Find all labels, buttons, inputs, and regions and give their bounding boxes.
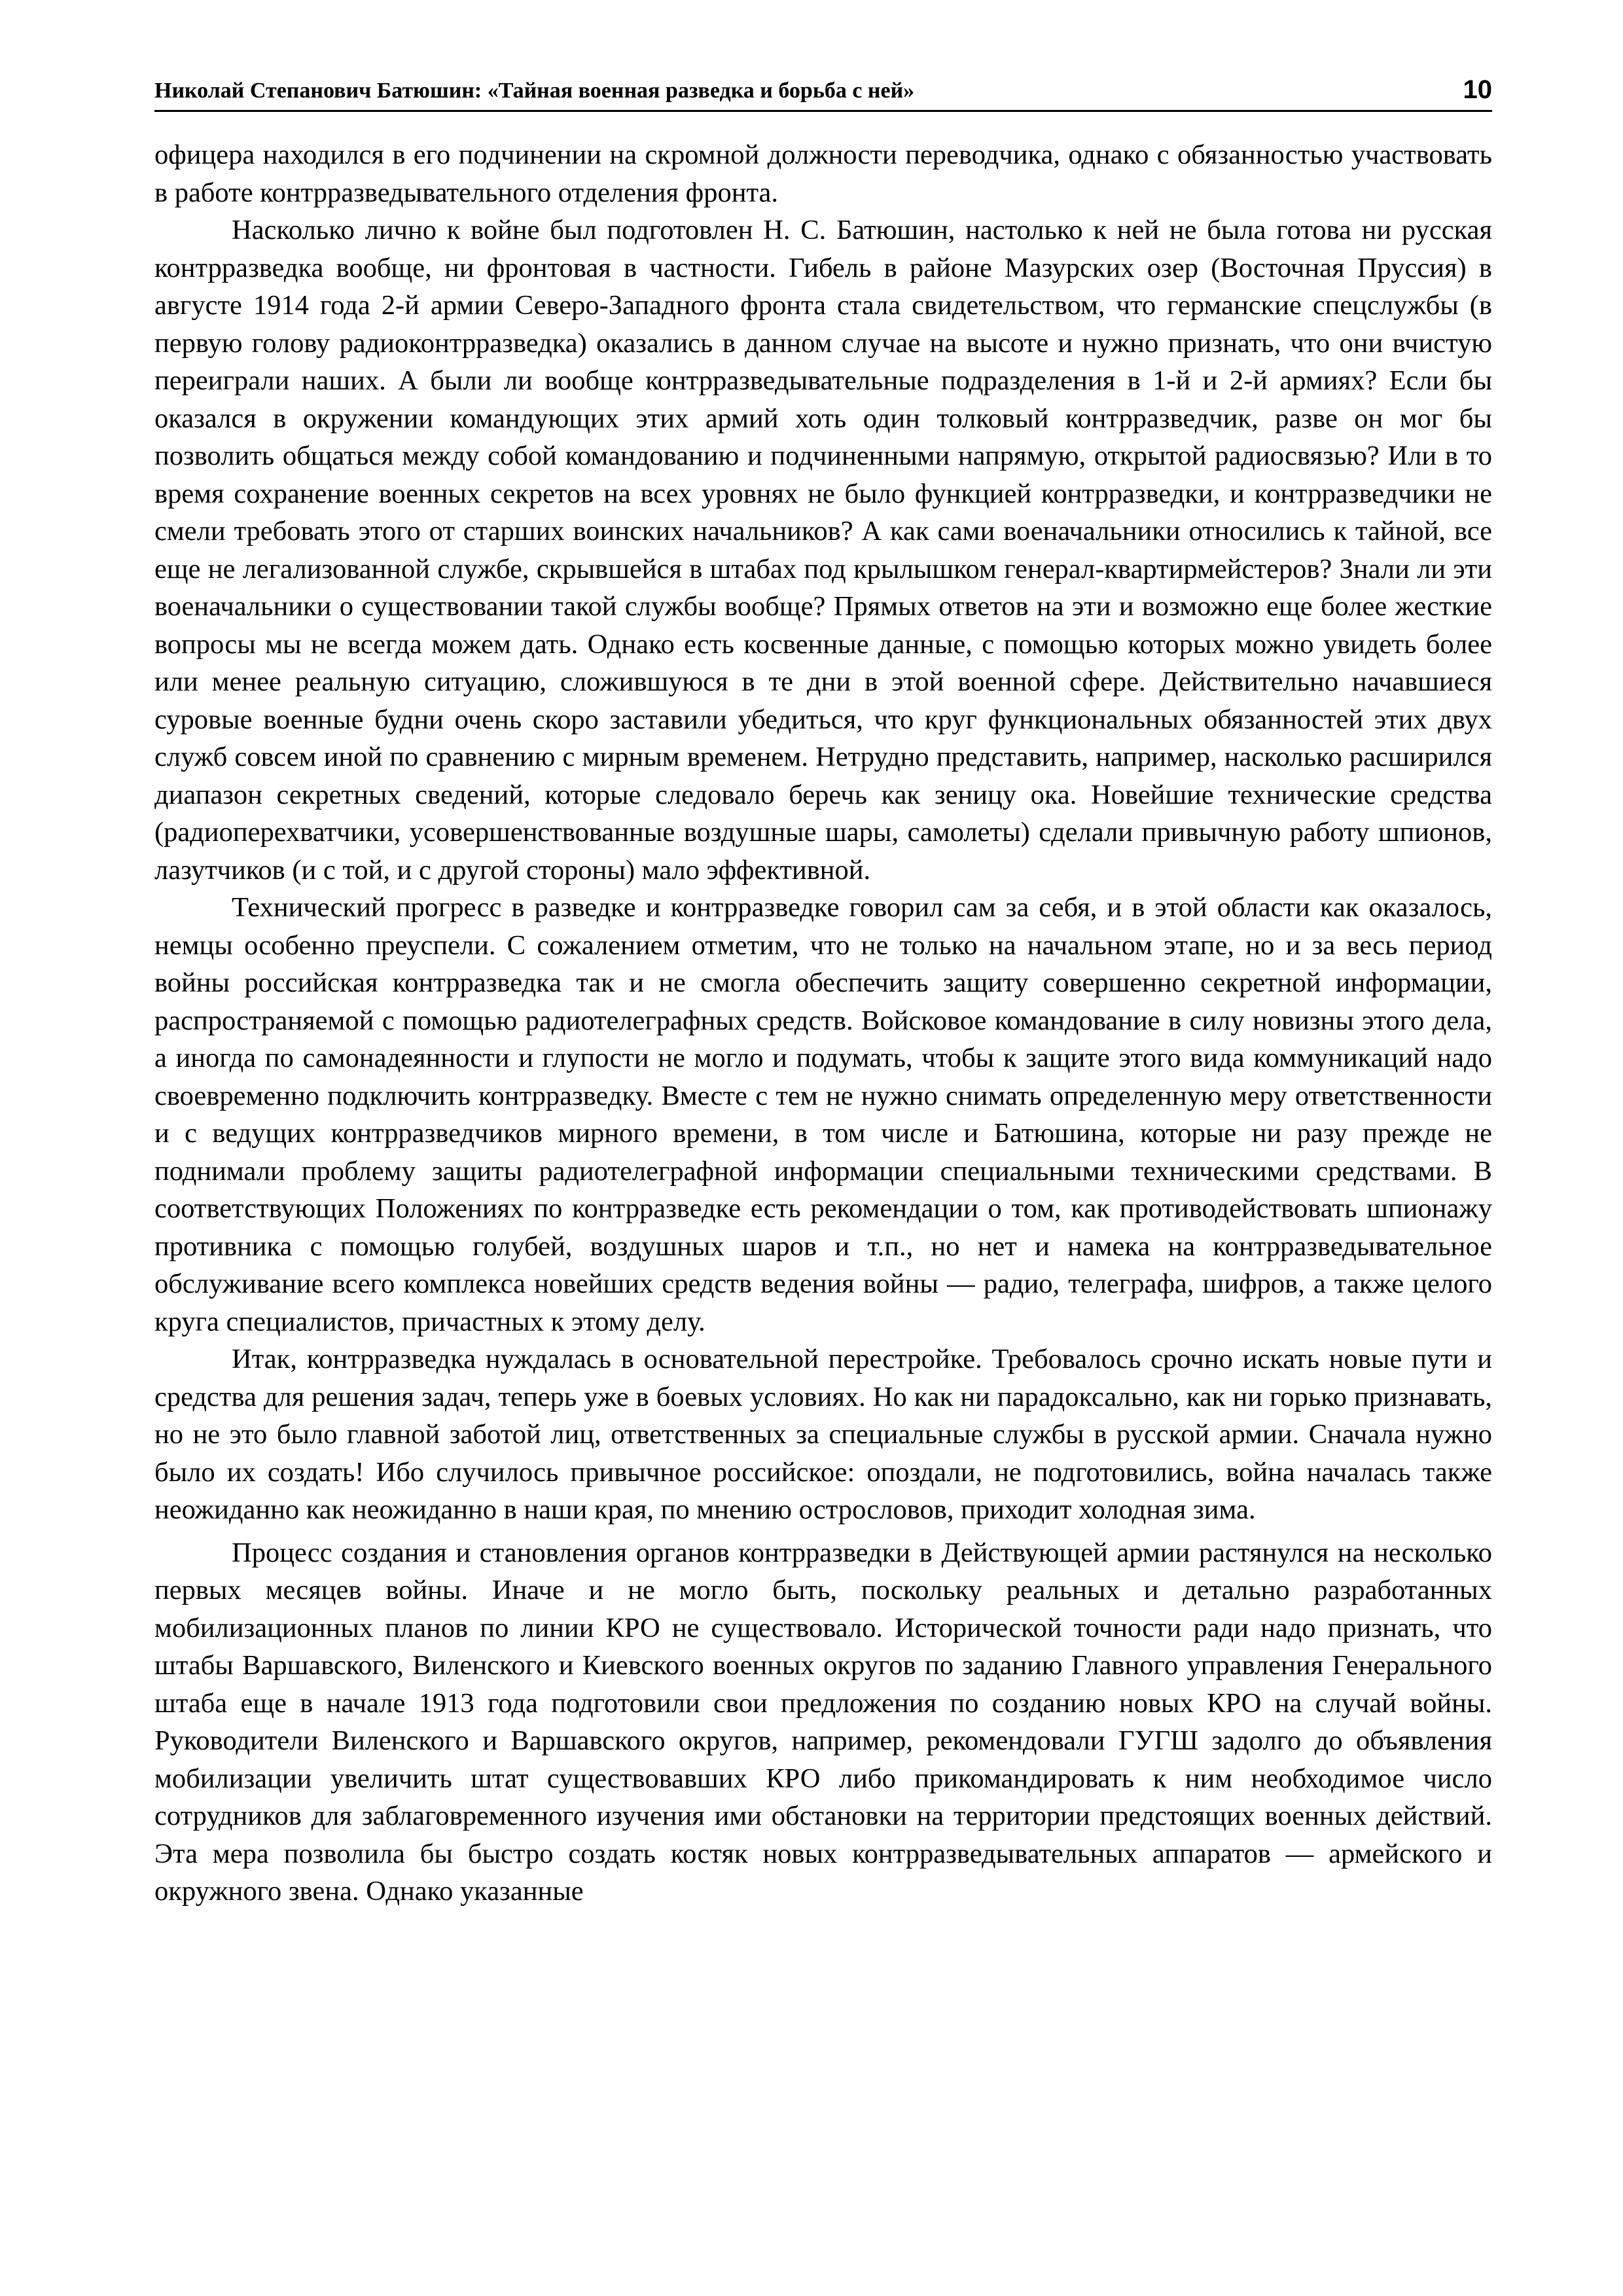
header-title: Николай Степанович Батюшин: «Тайная военная разведка и борьба с ней» [154,79,915,103]
body-text [154,136,1492,1910]
running-header [154,72,1492,109]
page-number: 10 [1463,75,1492,104]
paragraph-4: Итак, контрразведка нуждалась в основательной перестройке. Требовалось срочно искать новые пути и средства для решения задач, теперь уже в боевых условиях. Но как ни парадоксально, как ни горько признавать, но не это было главной заботой лиц, ответственных за специальные службы в русской армии. Сначала нужно было их создать! Ибо случилось привычное российское: опоздали, не подготовились, война началась также неожиданно как неожиданно в наши края, по мнению острословов, приходит холодная зима. [154,1344,1492,1525]
paragraph-1: офицера находился в его подчинении на скромной должности переводчика, однако с обязанностью участвовать в работе контрразведывательного отделения фронта. [154,139,1492,208]
paragraph-5: Процесс создания и становления органов контрразведки в Действующей армии растянулся на несколько первых месяцев войны. Иначе и не могло быть, поскольку реальных и детально разработанных мобилизационных планов по линии КРО не существовало. Исторической точности ради надо признать, что штабы Варшавского, Виленского и Киевского военных округов по заданию Главного управления Генерального штаба еще в начале 1913 года подготовили свои предложения по созданию новых КРО на случай войны. Руководители Виленского и Варшавского округов, например, рекомендовали ГУГШ задолго до объявления мобилизации увеличить штат существовавших КРО либо прикомандировать к ним необходимое число сотрудников для заблаговременного изучения ими обстановки на территории предстоящих военных действий. Эта мера позволила бы быстро создать костяк новых контрразведывательных аппаратов — армейского и окружного звена. Однако указанные [154,1537,1492,1907]
paragraph-3: Технический прогресс в разведке и контрразведке говорил сам за себя, и в этой области как оказалось, немцы особенно преуспели. С сожалением отметим, что не только на начальном этапе, но и за весь период войны российская контрразведка так и не смогла обеспечить защиту совершенно секретной информации, распространяемой с помощью радиотелеграфных средств. Войсковое командование в силу новизны этого дела, а иногда по самонадеянности и глупости не могло и подумать, чтобы к защите этого вида коммуникаций надо своевременно подключить контрразведку. Вместе с тем не нужно снимать определенную меру ответственности и с ведущих контрразведчиков мирного времени, в том числе и Батюшина, которые ни разу прежде не поднимали проблему защиты радиотелеграфной информации специальными техническими средствами. В соответствующих Положениях по контрразведке есть рекомендации о том, как противодействовать шпионажу противника с помощью голубей, воздушных шаров и т.п., но нет и намека на контрразведывательное обслуживание всего комплекса новейших средств ведения войны — радио, телеграфа, шифров, а также целого круга специалистов, причастных к этому делу. [154,892,1492,1337]
paragraph-2: Насколько лично к войне был подготовлен Н. С. Батюшин, настолько к ней не была готова ни русская контрразведка вообще, ни фронтовая в частности. Гибель в районе Мазурских озер (Восточная Пруссия) в августе 1914 года 2-й армии Северо-Западного фронта стала свидетельством, что германские спецслужбы (в первую голову радиоконтрразведка) оказались в данном случае на высоте и нужно признать, что они вчистую переиграли наших. А были ли вообще контрразведывательные подразделения в 1-й и 2-й армиях? Если бы оказался в окружении командующих этих армий хоть один толковый контрразведчик, разве он мог бы позволить общаться между собой командованию и подчиненными напрямую, открытой радиосвязью? Или в то время сохранение военных секретов на всех уровнях не было функцией контрразведки, и контрразведчики не смели требовать этого от старших воинских начальников? А как сами военачальники относились к тайной, все еще не легализованной службе, скрывшейся в штабах под крылышком генерал-квартирмейстеров? Знали ли эти военачальники о существовании такой службы вообще? Прямых ответов на эти и возможно еще более жесткие вопросы мы не всегда можем дать. Однако есть косвенные данные, с помощью которых можно увидеть более или менее реальную ситуацию, сложившуюся в те дни в этой военной сфере. Действительно начавшиеся суровые военные будни очень скоро заставили убедиться, что круг функциональных обязанностей этих двух служб совсем иной по сравнению с мирным временем. Нетрудно представить, например, насколько расширился диапазон секретных сведений, которые следовало беречь как зеницу ока. Новейшие технические средства (радиоперехватчики, усовершенствованные воздушные шары, самолеты) сделали привычную работу шпионов, лазутчиков (и с той, и с другой стороны) мало эффективной. [154,215,1492,886]
header-divider [154,110,1492,112]
